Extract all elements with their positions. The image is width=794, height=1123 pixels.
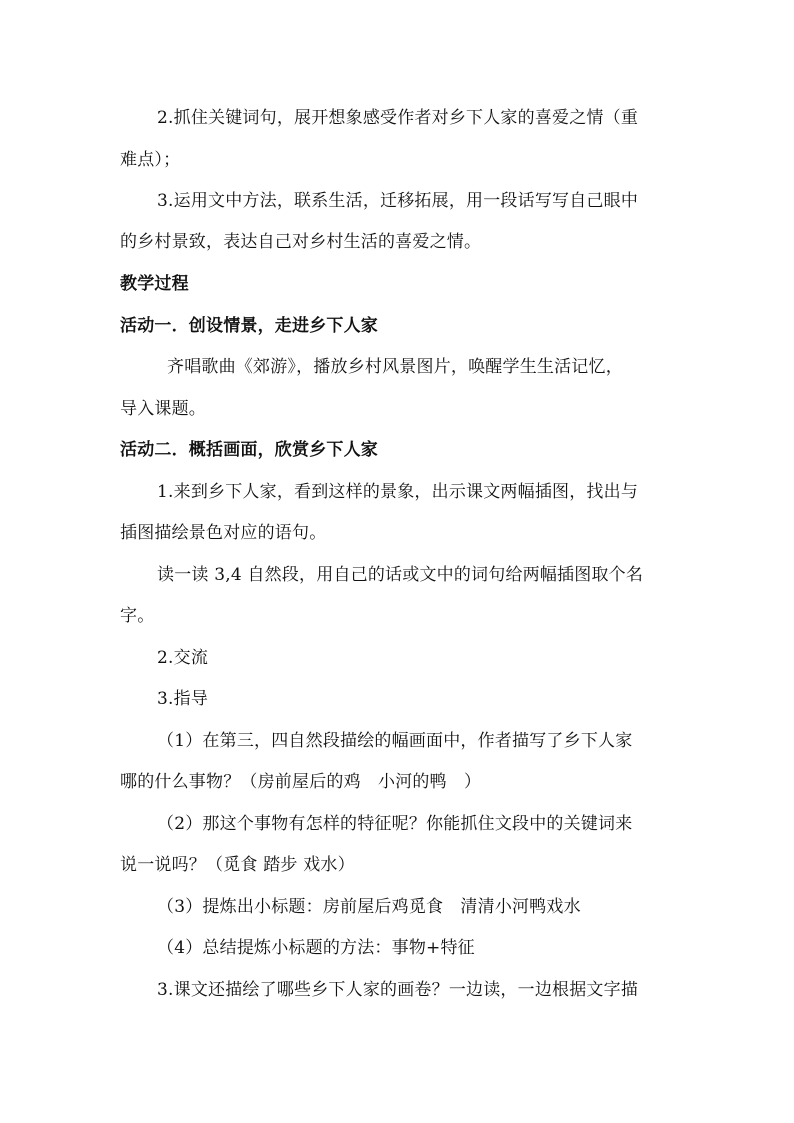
- reading-task-line-1: 读一读 3,4 自然段，用自己的话或文中的词句给两幅插图取个名: [157, 565, 644, 585]
- activity-1-paragraph-line-2: 导入课题。: [120, 399, 206, 419]
- step-2-exchange: 2.交流: [157, 648, 209, 668]
- activity-1-paragraph-line-1: 齐唱歌曲《郊游》，播放乡村风景图片，唤醒学生生活记忆，: [167, 357, 623, 377]
- objective-3-line-1: 3.运用文中方法，联系生活，迁移拓展，用一段话写写自己眼中: [157, 191, 639, 211]
- guidance-2-line-1: （2）那这个事物有怎样的特征呢？你能抓住文段中的关键词来: [157, 814, 633, 834]
- objective-2-line-1: 2.抓住关键词句，展开想象感受作者对乡下人家的喜爱之情（重: [157, 108, 639, 128]
- step-3-question-line: 3.课文还描绘了哪些乡下人家的画卷？一边读，一边根据文字描: [157, 980, 639, 1000]
- objective-3-line-2: 的乡村景致，表达自己对乡村生活的喜爱之情。: [120, 232, 482, 252]
- step-3-guidance: 3.指导: [157, 689, 209, 709]
- guidance-2-line-2: 说一说吗？（觅食 踏步 戏水）: [120, 855, 355, 875]
- step-1-line-1: 1.来到乡下人家，看到这样的景象，出示课文两幅插图，找出与: [157, 482, 639, 502]
- section-heading-teaching-process: 教学过程: [120, 274, 189, 294]
- objective-2-line-2: 难点）；: [120, 150, 181, 170]
- guidance-4-line: （4）总结提炼小标题的方法：事物+特征: [157, 938, 475, 958]
- guidance-3-line: （3）提炼出小标题：房前屋后鸡觅食 清清小河鸭戏水: [157, 897, 581, 917]
- guidance-1-line-2: 哪的什么事物？（房前屋后的鸡 小河的鸭 ）: [120, 772, 482, 792]
- reading-task-line-2: 字。: [120, 606, 155, 626]
- activity-1-heading: 活动一．创设情景，走进乡下人家: [120, 316, 378, 336]
- guidance-1-line-1: （1）在第三，四自然段描绘的幅画面中，作者描写了乡下人家: [157, 731, 633, 751]
- step-1-line-2: 插图描绘景色对应的语句。: [120, 523, 327, 543]
- activity-2-heading: 活动二．概括画面，欣赏乡下人家: [120, 440, 378, 460]
